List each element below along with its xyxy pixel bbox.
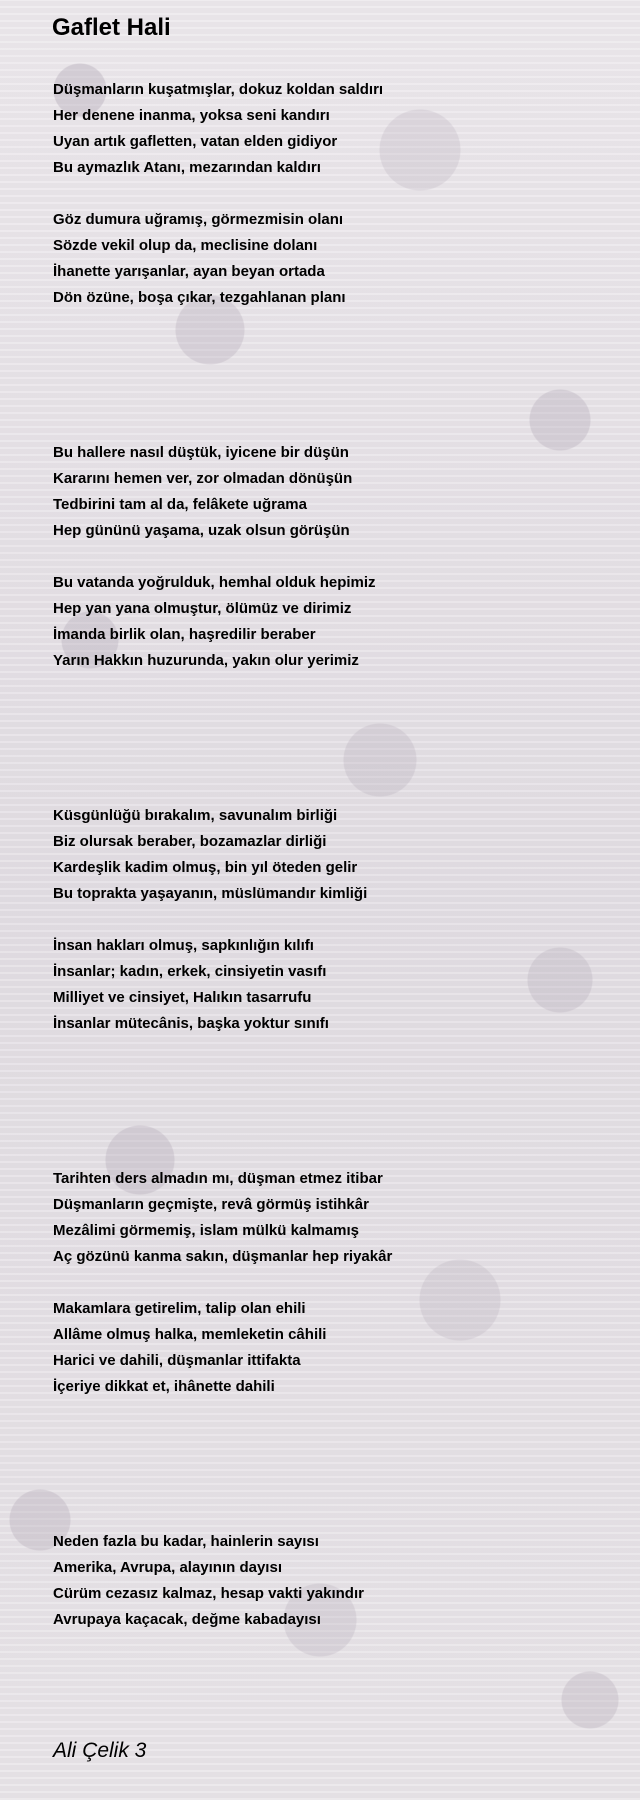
poem-line: Tarihten ders almadın mı, düşman etmez itibar <box>53 1170 383 1187</box>
poem-author: Ali Çelik 3 <box>53 1739 147 1762</box>
poem-line: Bu vatanda yoğrulduk, hemhal olduk hepimiz <box>53 574 376 591</box>
stanza-7 <box>53 1166 613 1270</box>
poem-line: Uyan artık gafletten, vatan elden gidiyor <box>53 133 338 150</box>
poem-line: İhanette yarışanlar, ayan beyan ortada <box>53 263 325 280</box>
poem-line: Göz dumura uğramış, görmezmisin olanı <box>53 211 344 228</box>
stanza-gap <box>53 907 613 933</box>
poem-line: Milliyet ve cinsiyet, Halıkın tasarrufu <box>53 989 312 1006</box>
section-gap <box>53 674 613 803</box>
poem-line: Bu toprakta yaşayanın, müslümandır kimliği <box>53 885 368 902</box>
poem-line: Düşmanların geçmişte, revâ görmüş istihkâr <box>53 1196 369 1213</box>
poem-line: Mezâlimi görmemiş, islam mülkü kalmamış <box>53 1222 359 1239</box>
poem-line: Kararını hemen ver, zor olmadan dönüşün <box>53 470 353 487</box>
section-gap <box>53 1400 613 1529</box>
poem-line: Düşmanların kuşatmışlar, dokuz koldan saldırı <box>53 81 384 98</box>
poem-line: Aç gözünü kanma sakın, düşmanlar hep riyakâr <box>53 1248 393 1265</box>
poem-line: Bu hallere nasıl düştük, iyicene bir düşün <box>53 444 349 461</box>
poem-line: Her denene inanma, yoksa seni kandırı <box>53 107 330 124</box>
poem-line: Kardeşlik kadim olmuş, bin yıl öteden gelir <box>53 859 358 876</box>
poem-line: Yarın Hakkın huzurunda, yakın olur yerimiz <box>53 652 359 669</box>
stanza-9 <box>53 1529 613 1633</box>
poem-line: Hep gününü yaşama, uzak olsun görüşün <box>53 522 350 539</box>
poem-line: Allâme olmuş halka, memleketin câhili <box>53 1326 327 1343</box>
stanza-5 <box>53 803 613 907</box>
stanza-gap <box>53 1270 613 1296</box>
poem-line: Biz olursak beraber, bozamazlar dirliği <box>53 833 327 850</box>
poem-line: İçeriye dikkat et, ihânette dahili <box>53 1378 275 1395</box>
poem-line: İmanda birlik olan, haşredilir beraber <box>53 626 316 643</box>
section-gap <box>53 311 613 440</box>
stanza-8 <box>53 1296 613 1400</box>
poem-line: Küsgünlüğü bırakalım, savunalım birliği <box>53 807 338 824</box>
stanza-4 <box>53 570 613 674</box>
poem-line: İnsan hakları olmuş, sapkınlığın kılıfı <box>53 937 314 954</box>
poem-line: Tedbirini tam al da, felâkete uğrama <box>53 496 307 513</box>
poem-line: Bu aymazlık Atanı, mezarından kaldırı <box>53 159 321 176</box>
poem-line: İnsanlar; kadın, erkek, cinsiyetin vasıfı <box>53 963 327 980</box>
poem-line: Amerika, Avrupa, alayının dayısı <box>53 1559 282 1576</box>
poem-line: Avrupaya kaçacak, değme kabadayısı <box>53 1611 321 1628</box>
stanza-6 <box>53 933 613 1037</box>
poem-title: Gaflet Hali <box>52 14 171 41</box>
poem-line: Neden fazla bu kadar, hainlerin sayısı <box>53 1533 319 1550</box>
poem-line: Harici ve dahili, düşmanlar ittifakta <box>53 1352 301 1369</box>
poem-line: Cürüm cezasız kalmaz, hesap vakti yakındır <box>53 1585 364 1602</box>
section-gap <box>53 1037 613 1166</box>
poem-line: Makamlara getirelim, talip olan ehili <box>53 1300 306 1317</box>
poem-line: Dön özüne, boşa çıkar, tezgahlanan planı <box>53 289 346 306</box>
stanza-2 <box>53 207 613 311</box>
poem-line: Sözde vekil olup da, meclisine dolanı <box>53 237 318 254</box>
stanza-gap <box>53 544 613 570</box>
stanza-1 <box>53 77 613 181</box>
poem-body <box>53 77 613 1633</box>
poem-line: Hep yan yana olmuştur, ölümüz ve dirimiz <box>53 600 352 617</box>
poem-line: İnsanlar mütecânis, başka yoktur sınıfı <box>53 1015 329 1032</box>
stanza-3 <box>53 440 613 544</box>
stanza-gap <box>53 181 613 207</box>
